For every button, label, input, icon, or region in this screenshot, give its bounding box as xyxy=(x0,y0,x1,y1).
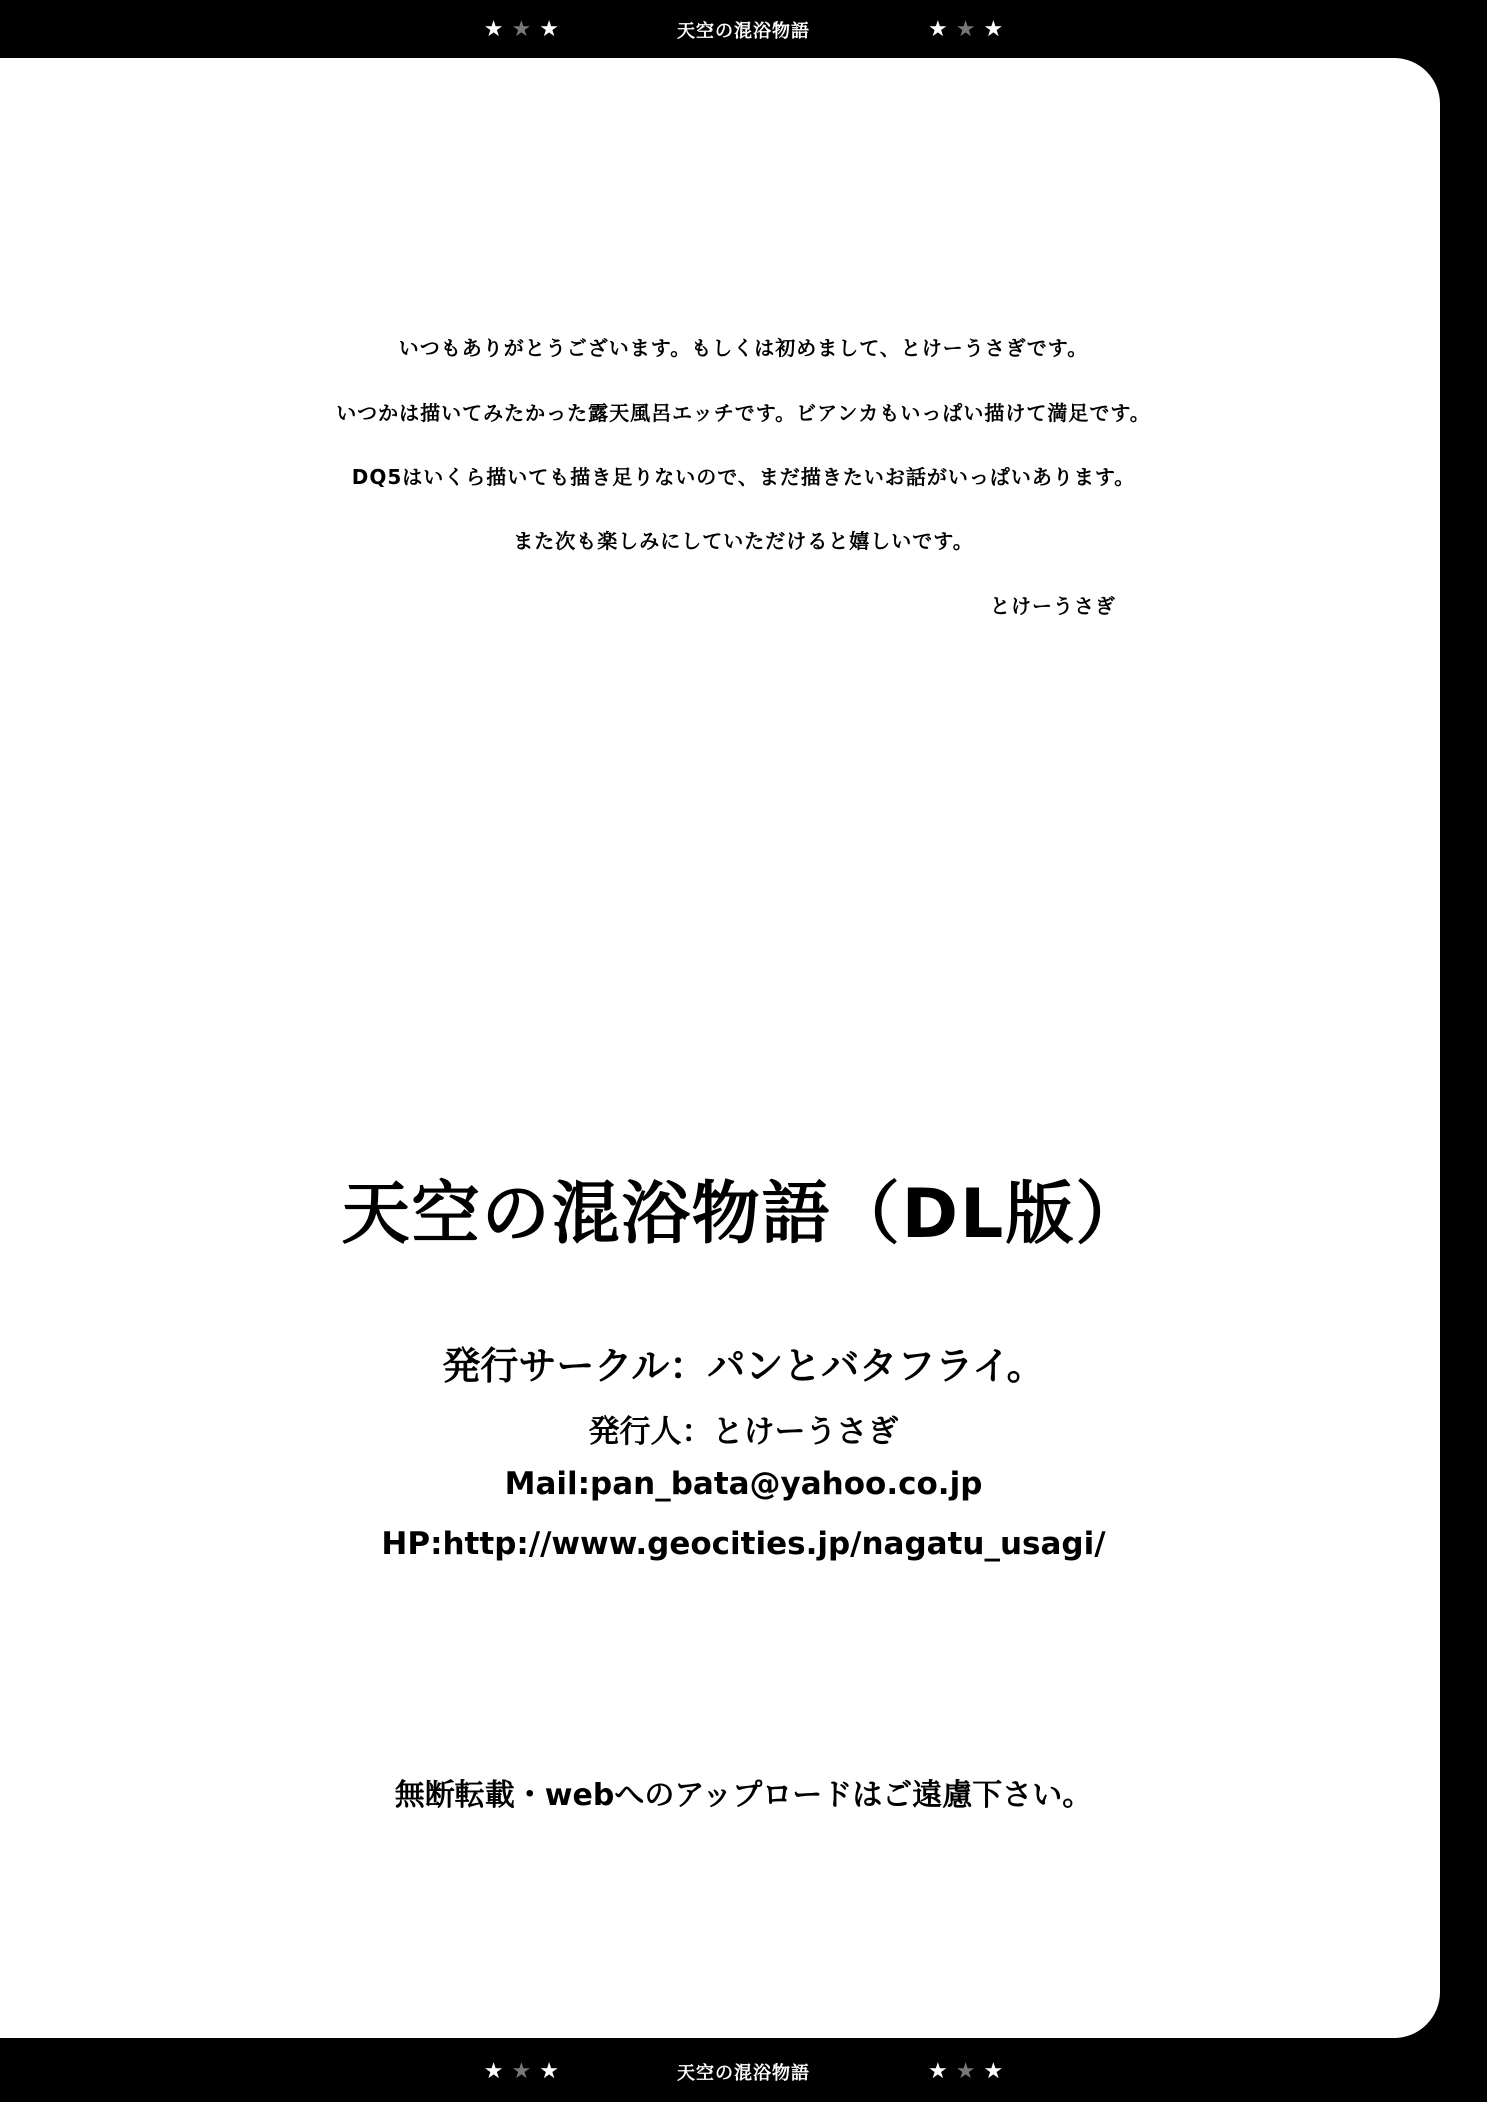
header-stars-right xyxy=(928,19,1003,41)
colophon-circle: 発行サークル：パンとバタフライ。 xyxy=(442,1344,1045,1388)
header-title: 天空の混浴物語 xyxy=(677,21,810,42)
star-icon: ★ xyxy=(511,17,532,42)
colophon-publisher: 発行人：とけーうさぎ xyxy=(588,1414,899,1450)
star-icon: ★ xyxy=(928,17,948,42)
header-stars-left xyxy=(484,19,559,41)
afterword-signature: とけーうさぎ xyxy=(990,594,1116,618)
star-icon: ★ xyxy=(983,2059,1004,2084)
footer-title: 天空の混浴物語 xyxy=(677,2063,810,2084)
star-icon: ★ xyxy=(483,17,504,42)
header-band xyxy=(0,0,1487,60)
colophon-homepage: HP:http://www.geocities.jp/nagatu_usagi/ xyxy=(381,1526,1106,1562)
star-icon: ★ xyxy=(511,2059,532,2084)
footer-stars-right xyxy=(928,2061,1003,2083)
afterword-line-3: DQ5はいくら描いても描き足りないので、まだ描きたいお話がいっぱいあります。 xyxy=(351,465,1136,489)
star-icon: ★ xyxy=(955,2059,976,2084)
colophon-title: 天空の混浴物語（DL版） xyxy=(341,1175,1146,1254)
afterword-line-1: いつもありがとうございます。もしくは初めまして、とけーうさぎです。 xyxy=(398,336,1089,360)
footer-band xyxy=(0,2042,1487,2102)
star-icon: ★ xyxy=(983,17,1004,42)
star-icon: ★ xyxy=(955,17,976,42)
star-icon: ★ xyxy=(539,2059,559,2084)
star-icon: ★ xyxy=(483,2059,504,2084)
afterword-line-4: また次も楽しみにしていただけると嬉しいです。 xyxy=(513,529,974,553)
star-icon: ★ xyxy=(928,2059,948,2084)
footer-stars-left xyxy=(484,2061,559,2083)
star-icon: ★ xyxy=(539,17,559,42)
afterword-line-2: いつかは描いてみたかった露天風呂エッチです。ビアンカもいっぱい描けて満足です。 xyxy=(336,401,1151,425)
copyright-notice: 無断転載・webへのアップロードはご遠慮下さい。 xyxy=(394,1778,1093,1813)
colophon-mail: Mail:pan_bata@yahoo.co.jp xyxy=(504,1466,983,1502)
